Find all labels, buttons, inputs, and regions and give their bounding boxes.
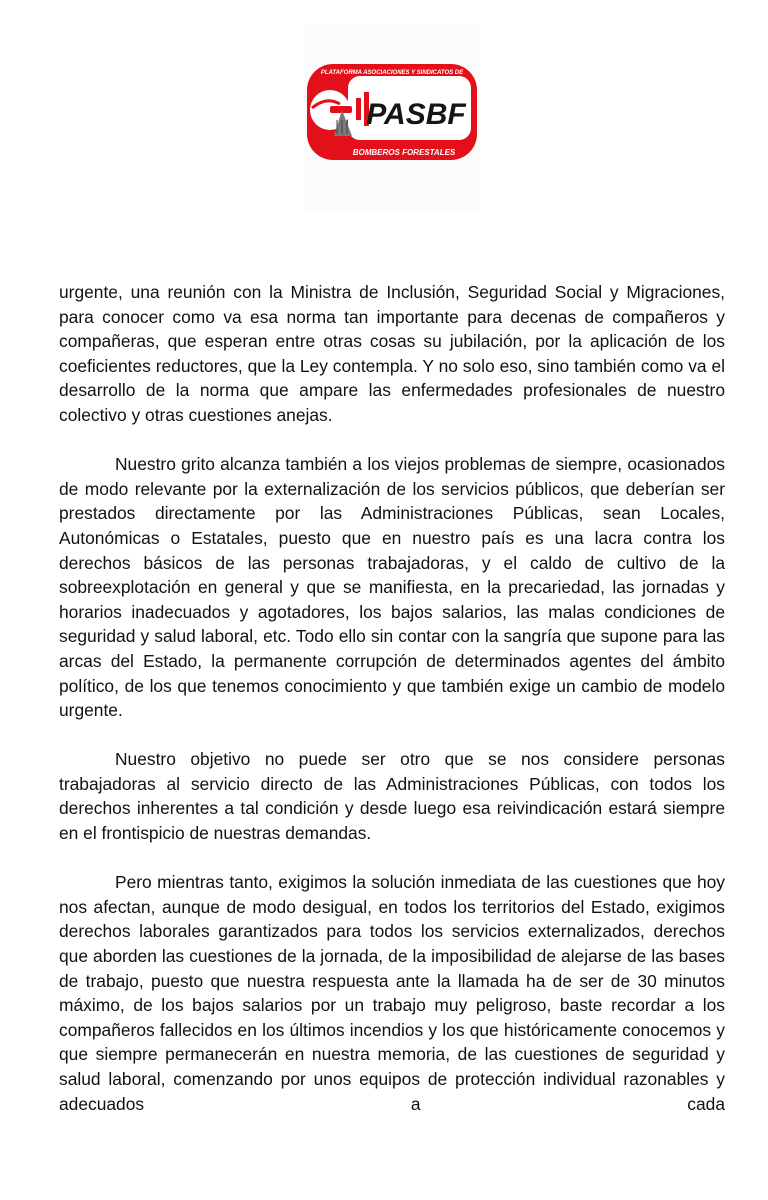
logo-bar	[356, 98, 361, 120]
paragraph-3: Nuestro objetivo no puede ser otro que se nos considere personas trabajadoras al servicio directo de las Administraciones Públicas, con todos los derechos inherentes a tal condición y desde luego esa reivindicación estará siempre en el frontispicio de nuestras demandas.	[59, 749, 725, 844]
document-body	[59, 280, 725, 1116]
logo-bottom-text: BOMBEROS FORESTALES	[352, 148, 456, 157]
pasbf-logo-graphic	[304, 24, 480, 210]
paragraph-4: Pero mientras tanto, exigimos la solución inmediata de las cuestiones que hoy nos afectan, aunque de modo desigual, en todos los territorios del Estado, exigimos derechos laborales garantizados para todos los servicios externalizados, derechos que aborden las cuestiones de la jornada, de la imposibilidad de alejarse de las bases de trabajo, puesto que nuestra respuesta ante la llamada ha de ser de 30 minutos máximo, de los bajos salarios por un trabajo muy peligroso, baste recordar a los compañeros fallecidos en los últimos incendios y los que históricamente conocemos y que siempre permanecerán en nuestra memoria, de las cuestiones de seguridad y salud laboral, comenzando por unos equipos de protección individual razonables y adecuados a cada	[59, 872, 725, 1114]
logo	[304, 24, 480, 210]
logo-top-text: PLATAFORMA ASOCIACIONES Y SINDICATOS DE	[320, 70, 464, 76]
logo-acronym: PASBF	[366, 98, 466, 131]
paragraph-1: urgente, una reunión con la Ministra de Inclusión, Seguridad Social y Migraciones, para conocer como va esa norma tan importante para decenas de compañeros y compañeras, que esperan entre otras cosas su jubilación, por la aplicación de los coeficientes reductores, que la Ley contempla. Y no solo eso, sino también como va el desarrollo de la norma que ampare las enfermedades profesionales de nuestro colectivo y otras cuestiones anejas.	[59, 282, 725, 425]
paragraph-2: Nuestro grito alcanza también a los viejos problemas de siempre, ocasionados de modo relevante por la externalización de los servicios públicos, que deberían ser prestados directamente por las Administraciones Públicas, sean Locales, Autonómicas o Estatales, puesto que en nuestro país es una lacra contra los derechos básicos de las personas trabajadoras, y el caldo de cultivo de la sobreexplotación en general y que se manifiesta, en la precariedad, las jornadas y horarios inadecuados y agotadores, los bajos salarios, las malas condiciones de seguridad y salud laboral, etc. Todo ello sin contar con la sangría que supone para las arcas del Estado, la permanente corrupción de determinados agentes del ámbito político, de los que tenemos conocimiento y que también exige un cambio de modelo urgente.	[59, 454, 725, 721]
